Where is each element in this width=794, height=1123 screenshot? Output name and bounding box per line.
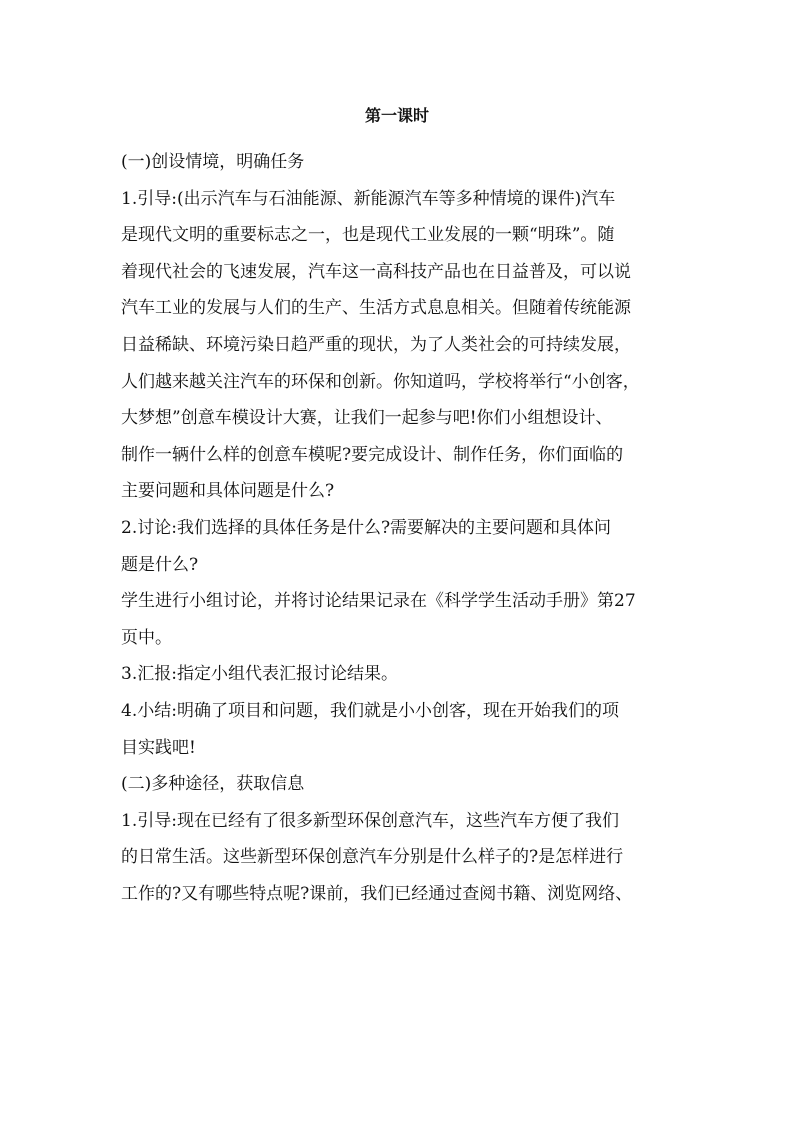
text-line: 4.小结:明确了项目和问题，我们就是小小创客，现在开始我们的项: [121, 700, 619, 721]
lesson-title: 第一课时: [364, 106, 429, 125]
text-line: 3.汇报:指定小组代表汇报讨论结果。: [121, 664, 398, 685]
text-line: 1.引导:现在已经有了很多新型环保创意汽车，这些汽车方便了我们: [121, 810, 619, 831]
text-line: 2.讨论:我们选择的具体任务是什么?需要解决的主要问题和具体问: [121, 517, 612, 538]
text-line: 日益稀缺、环境污染日趋严重的现状，为了人类社会的可持续发展，: [121, 334, 631, 355]
text-line: 人们越来越关注汽车的环保和创新。你知道吗，学校将举行“小创客，: [121, 371, 640, 392]
text-line: 主要问题和具体问题是什么?: [121, 481, 335, 502]
text-line: 汽车工业的发展与人们的生产、生活方式息息相关。但随着传统能源: [121, 298, 631, 319]
document-body: [121, 144, 681, 912]
text-line: 学生进行小组讨论，并将讨论结果记录在《科学学生活动手册》第27: [121, 591, 636, 612]
text-line: 题是什么?: [121, 554, 199, 575]
text-line: 大梦想”创意车模设计大赛，让我们一起参与吧!你们小组想设计、: [121, 408, 613, 429]
text-line: 制作一辆什么样的创意车模呢?要完成设计、制作任务，你们面临的: [121, 444, 624, 465]
text-line: 的日常生活。这些新型环保创意汽车分别是什么样子的?是怎样进行: [121, 847, 624, 868]
text-line: 是现代文明的重要标志之一，也是现代工业发展的一颗“明珠”。随: [121, 225, 615, 246]
text-line: 1.引导:(出示汽车与石油能源、新能源汽车等多种情境的课件)汽车: [121, 188, 616, 209]
text-line: 着现代社会的飞速发展，汽车这一高科技产品也在日益普及，可以说: [121, 261, 631, 282]
text-line: 目实践吧!: [121, 737, 196, 758]
section-heading: (二)多种途径，获取信息: [121, 774, 305, 795]
text-line: 页中。: [121, 627, 172, 648]
section-heading: (一)创设情境，明确任务: [121, 152, 305, 172]
text-line: 工作的?又有哪些特点呢?课前，我们已经通过查阅书籍、浏览网络、: [121, 883, 633, 904]
